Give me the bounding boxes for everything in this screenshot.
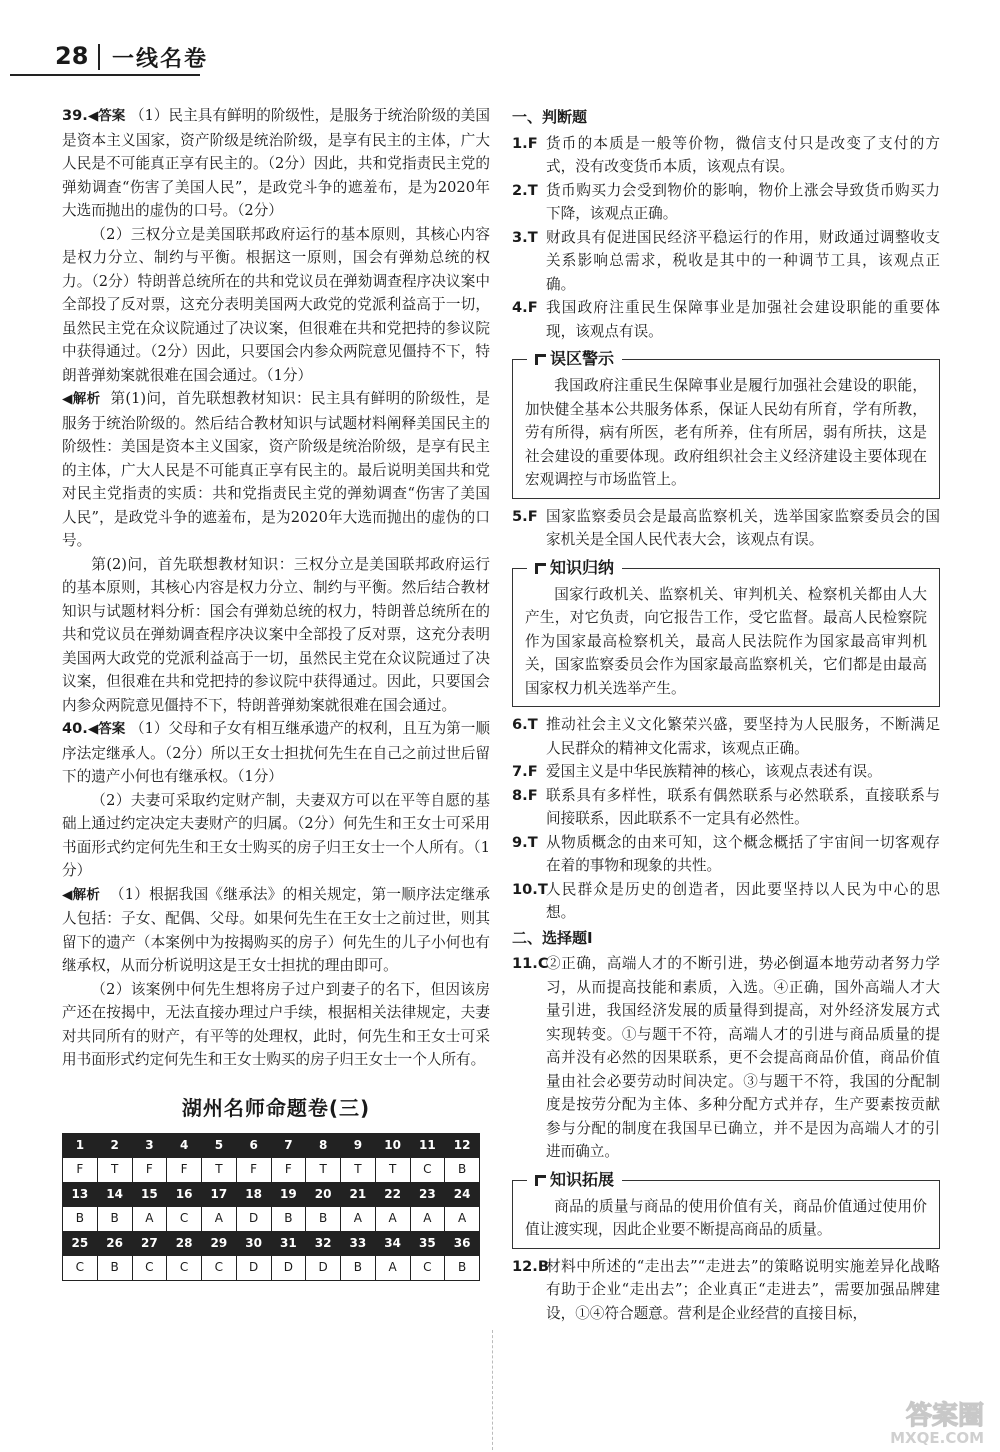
question-number-cell: 9 xyxy=(341,1133,376,1158)
box-title: 误区警示 xyxy=(527,346,622,369)
question-number-cell: 18 xyxy=(236,1182,271,1207)
question-number-cell: 12 xyxy=(445,1133,480,1158)
question-number-cell: 35 xyxy=(410,1231,445,1256)
answer-label: ◀答案 xyxy=(87,721,126,737)
right-column xyxy=(512,104,940,1325)
answer-item xyxy=(512,505,940,552)
section-heading-judge: 一、判断题 xyxy=(512,108,588,126)
answer-key-answer-row xyxy=(63,1256,480,1281)
question-number-cell: 20 xyxy=(306,1182,341,1207)
answer-cell: B xyxy=(97,1207,132,1232)
item-text: 从物质概念的由来可知，这个概念概括了宇宙间一切客观存在着的事物和现象的共性。 xyxy=(546,833,940,874)
question-number-cell: 26 xyxy=(97,1231,132,1256)
question-number: 40. xyxy=(62,720,88,737)
answer-cell: F xyxy=(132,1158,167,1183)
item-text: 材料中所述的“走出去”“走进去”的策略说明实施差异化战略有助于企业“走出去”；企业真正“走进去”，需要加强品牌建设，①④符合题意。营利是企业经营的直接目标， xyxy=(546,1257,940,1322)
item-text: ②正确，高端人才的不断引进，势必倒逼本地劳动者努力学习，从而提高技能和素质，入选。④正确，国外高端人才大量引进，我国经济发展的质量得到提高，对外经济发展方式实现转变。①与题干不符，高端人才的引进与商品质量的提高并没有必然的因果联系，更不会提高商品价值，商品价值量由社会必要劳动时间决定。③与题干不符，我国的分配制度是按劳分配为主体、多种分配方式并存，生产要素按贡献参与分配的制度在我国早已确立，并不是因为高端人才的引进而确立。 xyxy=(546,955,940,1160)
item-number: 8.F xyxy=(512,786,538,804)
answer-cell: A xyxy=(410,1207,445,1232)
answer-cell: T xyxy=(97,1158,132,1183)
box-text: 我国政府注重民生保障事业是履行加强社会建设的职能，加快健全基本公共服务体系，保证人民幼有所育，学有所教，劳有所得，病有所医，老有所养，住有所居，弱有所扶，这是社会建设的重要体现。政府组织社会主义经济建设主要体现在宏观调控与市场监管上。 xyxy=(525,377,927,488)
answer-cell: F xyxy=(236,1158,271,1183)
item-number: 1.F xyxy=(512,134,538,152)
item-number: 9.T xyxy=(512,833,538,851)
item-text: 国家监察委员会是最高监察机关，选举国家监察委员会的国家机关是全国人民代表大会，该观点有误。 xyxy=(546,507,940,548)
answer-item xyxy=(512,713,940,760)
item-text: 货币的本质是一般等价物，微信支付只是改变了支付的方式，没有改变货币本质，该观点有误。 xyxy=(546,134,940,175)
item-text: 人民群众是历史的创造者，因此要坚持以人民为中心的思想。 xyxy=(546,880,940,921)
answer-item xyxy=(512,1255,940,1326)
item-number: 11.C xyxy=(512,955,549,972)
question-number-cell: 36 xyxy=(445,1231,480,1256)
question-number-cell: 16 xyxy=(167,1182,202,1207)
item-text: 爱国主义是中华民族精神的核心，该观点表述有误。 xyxy=(546,763,882,780)
question-number-cell: 28 xyxy=(167,1231,202,1256)
answer-cell: T xyxy=(202,1158,237,1183)
page-number: 28 xyxy=(55,42,89,70)
answer-cell: C xyxy=(202,1256,237,1281)
section-heading-choice: 二、选择题Ⅰ xyxy=(512,928,593,947)
choice-list xyxy=(512,952,940,1164)
answer-cell: T xyxy=(306,1158,341,1183)
answer-key-answer-row xyxy=(63,1207,480,1232)
answer-item xyxy=(512,132,940,179)
question-number-cell: 27 xyxy=(132,1231,167,1256)
item-text: 货币购买力会受到物价的影响，物价上涨会导致货币购买力下降，该观点正确。 xyxy=(546,181,940,222)
answer-cell: A xyxy=(341,1207,376,1232)
answer-part-2: （2）夫妻可采取约定财产制，夫妻双方可以在平等自愿的基础上通过约定决定夫妻财产的归属。（2分）何先生和王女士可采用书面形式约定何先生和王女士购买的房子归王女士一个人所有。（1分） xyxy=(62,791,490,879)
header-divider xyxy=(98,44,100,70)
header-rule xyxy=(10,74,200,76)
box-mistake-warning xyxy=(512,349,940,499)
analysis-part-2: 第(2)问，首先联想教材知识：三权分立是美国联邦政府运行的基本原则，其核心内容是权力分立、制约与平衡。然后结合教材知识与试题材料分析：国会有弹劾总统的权力，特朗普总统所在的共和党议员在弹劾调查程序决议案中全部投了反对票，这充分表明美国两大政党的党派利益高于一切，虽然民主党在众议院通过了决议案，但很难在共和党把持的参议院中获得通过。因此，只要国会内参众两院意见僵持不下，特朗普弹劾案就很难在国会通过。 xyxy=(62,555,490,714)
box-knowledge-summary xyxy=(512,557,940,708)
judge-list-2 xyxy=(512,505,940,552)
question-number-cell: 2 xyxy=(97,1133,132,1158)
question-40 xyxy=(62,717,490,1072)
question-number-cell: 8 xyxy=(306,1133,341,1158)
question-number-cell: 14 xyxy=(97,1182,132,1207)
answer-cell: T xyxy=(341,1158,376,1183)
choice-list-2 xyxy=(512,1255,940,1326)
box-knowledge-extension xyxy=(512,1169,940,1249)
answer-cell: A xyxy=(132,1207,167,1232)
question-number-cell: 30 xyxy=(236,1231,271,1256)
answer-cell: C xyxy=(167,1207,202,1232)
item-number: 7.F xyxy=(512,763,538,780)
judge-list-3 xyxy=(512,713,940,925)
answer-cell: A xyxy=(202,1207,237,1232)
question-number-cell: 7 xyxy=(271,1133,306,1158)
scan-artifact-line xyxy=(492,1330,493,1450)
answer-item xyxy=(512,760,940,784)
answer-cell: C xyxy=(410,1256,445,1281)
answer-cell: D xyxy=(236,1207,271,1232)
item-number: 10.T xyxy=(512,880,548,898)
box-text: 商品的质量与商品的使用价值有关，商品价值通过使用价值让渡实现，因此企业要不断提高商品的质量。 xyxy=(525,1197,927,1238)
box-text: 国家行政机关、监察机关、审判机关、检察机关都由人大产生，对它负责，向它报告工作，受它监督。最高人民检察院作为国家最高检察机关，最高人民法院作为国家最高审判机关，国家监察委员会作为国家最高监察机关，它们都是由最高国家权力机关选举产生。 xyxy=(525,585,927,697)
analysis-label: ◀解析 xyxy=(62,886,101,903)
question-number-cell: 33 xyxy=(341,1231,376,1256)
box-title: 知识归纳 xyxy=(527,555,622,578)
svg-text:答案圈: 答案圈 xyxy=(905,1401,984,1431)
judge-list xyxy=(512,132,940,344)
left-column xyxy=(62,104,490,1281)
answer-cell: B xyxy=(445,1256,480,1281)
book-title: 一线名卷 xyxy=(112,47,209,72)
question-number-cell: 6 xyxy=(236,1133,271,1158)
answer-cell: B xyxy=(445,1158,480,1183)
answer-key-number-row xyxy=(63,1182,480,1207)
question-number-cell: 13 xyxy=(63,1182,98,1207)
answer-part-1: （1）父母和子女有相互继承遗产的权利，且互为第一顺序法定继承人。（2分）所以王女士担扰何先生在自己之前过世后留下的遗产小何也有继承权。（1分） xyxy=(62,720,491,785)
question-number-cell: 32 xyxy=(306,1231,341,1256)
answer-cell: B xyxy=(97,1256,132,1281)
question-number-cell: 31 xyxy=(271,1231,306,1256)
question-number-cell: 3 xyxy=(132,1133,167,1158)
question-number-cell: 11 xyxy=(410,1133,445,1158)
paper-title: 湖州名师命题卷(三) xyxy=(181,1095,371,1120)
answer-cell: T xyxy=(375,1158,410,1183)
watermark-logo xyxy=(816,1396,986,1446)
item-number: 12.B xyxy=(512,1257,549,1275)
item-text: 我国政府注重民生保障事业是加强社会建设职能的重要体现，该观点有误。 xyxy=(546,299,940,340)
answer-cell: F xyxy=(167,1158,202,1183)
answer-cell: A xyxy=(445,1207,480,1232)
question-number-cell: 29 xyxy=(202,1231,237,1256)
question-number-cell: 22 xyxy=(375,1182,410,1207)
item-number: 5.F xyxy=(512,507,538,525)
item-text: 推动社会主义文化繁荣兴盛，要坚持为人民服务，不断满足人民群众的精神文化需求，该观点正确。 xyxy=(546,716,940,757)
question-number-cell: 1 xyxy=(63,1133,98,1158)
answer-part-2: （2）三权分立是美国联邦政府运行的基本原则，其核心内容是权力分立、制约与平衡。根据这一原则，国会有弹劾总统的权力。（2分）特朗普总统所在的共和党议员在弹劾调查程序决议案中全部投了反对票，这充分表明美国两大政党的党派利益高于一切，虽然民主党在众议院通过了决议案，但很难在共和党把持的参议院中获得通过。（2分）因此，只要国会内参众两院意见僵持不下，特朗普弹劾案就很难在国会通过。（1分） xyxy=(62,225,490,384)
question-number-cell: 17 xyxy=(202,1182,237,1207)
answer-cell: A xyxy=(375,1256,410,1281)
analysis-part-1: 第(1)问，首先联想教材知识：民主具有鲜明的阶级性，是服务于统治阶级的。然后结合教材知识与试题材料阐释美国民主的阶级性：美国是资本主义国家，资产阶级是统治阶级，是享有民主的主体，广大人民是不可能真正享有民主的。最后说明美国共和党对民主党指责的实质：共和党指责民主党的弹劾调查“伤害了美国人民”，是政党斗争的遮羞布，是为2020年大选而抛出的虚伪的口号。 xyxy=(62,390,490,549)
question-number-cell: 5 xyxy=(202,1133,237,1158)
answer-cell: B xyxy=(341,1256,376,1281)
answer-cell: C xyxy=(167,1256,202,1281)
answer-cell: B xyxy=(306,1207,341,1232)
answer-item xyxy=(512,952,940,1164)
answer-item xyxy=(512,878,940,925)
answer-cell: F xyxy=(63,1158,98,1183)
item-number: 2.T xyxy=(512,181,538,199)
question-number-cell: 25 xyxy=(63,1231,98,1256)
analysis-part-1: （1）根据我国《继承法》的相关规定，第一顺序法定继承人包括：子女、配偶、父母。如果何先生在王女士之前过世，则其留下的遗产（本案例中为按揭购买的房子）何先生的儿子小何也有继承权，从而分析说明这是王女士担扰的理由即可。 xyxy=(62,885,490,974)
answer-cell: D xyxy=(236,1256,271,1281)
question-number-cell: 34 xyxy=(375,1231,410,1256)
answer-cell: D xyxy=(306,1256,341,1281)
box-title: 知识拓展 xyxy=(527,1167,622,1190)
answer-cell: D xyxy=(271,1256,306,1281)
question-number-cell: 19 xyxy=(271,1182,306,1207)
answer-item xyxy=(512,226,940,297)
item-number: 4.F xyxy=(512,299,538,316)
answer-item xyxy=(512,296,940,343)
answer-cell: B xyxy=(63,1207,98,1232)
answer-part-1: （1）民主具有鲜明的阶级性，是服务于统治阶级的美国是资本主义国家，资产阶级是统治阶级，是享有民主的主体，广大人民是不可能真正享有民主的。（2分）因此，共和党指责民主党的弹劾调查“伤害了美国人民”，是政党斗争的遮羞布，是为2020年大选而抛出的虚伪的口号。（2分） xyxy=(62,107,491,219)
item-text: 联系具有多样性，联系有偶然联系与必然联系，直接联系与间接联系，因此联系不一定具有必然性。 xyxy=(546,786,940,827)
question-number-cell: 10 xyxy=(375,1133,410,1158)
answer-cell: A xyxy=(375,1207,410,1232)
question-number-cell: 23 xyxy=(410,1182,445,1207)
analysis-label: ◀解析 xyxy=(62,391,101,407)
answer-key-number-row xyxy=(63,1231,480,1256)
answer-item xyxy=(512,831,940,878)
question-number-cell: 4 xyxy=(167,1133,202,1158)
answer-key-answer-row xyxy=(63,1158,480,1183)
answer-cell: F xyxy=(271,1158,306,1183)
analysis-part-2: （2）该案例中何先生想将房子过户到妻子的名下，但因该房产还在按揭中，无法直接办理过户手续，根据相关法律规定，夫妻对共同所有的财产，有平等的处理权，此时，何先生和王女士可采用书面形式约定何先生和王女士购买的房子归王女士一个人所有。 xyxy=(62,980,490,1068)
question-number: 39. xyxy=(62,107,88,124)
item-number: 3.T xyxy=(512,228,538,246)
answer-item xyxy=(512,784,940,831)
answer-cell: C xyxy=(410,1158,445,1183)
question-number-cell: 24 xyxy=(445,1182,480,1207)
question-number-cell: 15 xyxy=(132,1182,167,1207)
question-number-cell: 21 xyxy=(341,1182,376,1207)
page-header xyxy=(0,0,1000,78)
answer-key-table xyxy=(62,1133,480,1281)
item-text: 财政具有促进国民经济平稳运行的作用，财政通过调整收支关系影响总需求，税收是其中的一种调节工具，该观点正确。 xyxy=(546,228,940,293)
answer-cell: C xyxy=(63,1256,98,1281)
svg-text:MXQE.COM: MXQE.COM xyxy=(890,1429,984,1446)
answer-item xyxy=(512,179,940,226)
answer-key-number-row xyxy=(63,1133,480,1158)
answer-cell: C xyxy=(132,1256,167,1281)
question-39 xyxy=(62,104,490,717)
item-number: 6.T xyxy=(512,716,538,733)
answer-label: ◀答案 xyxy=(87,108,126,124)
answer-cell: B xyxy=(271,1207,306,1232)
